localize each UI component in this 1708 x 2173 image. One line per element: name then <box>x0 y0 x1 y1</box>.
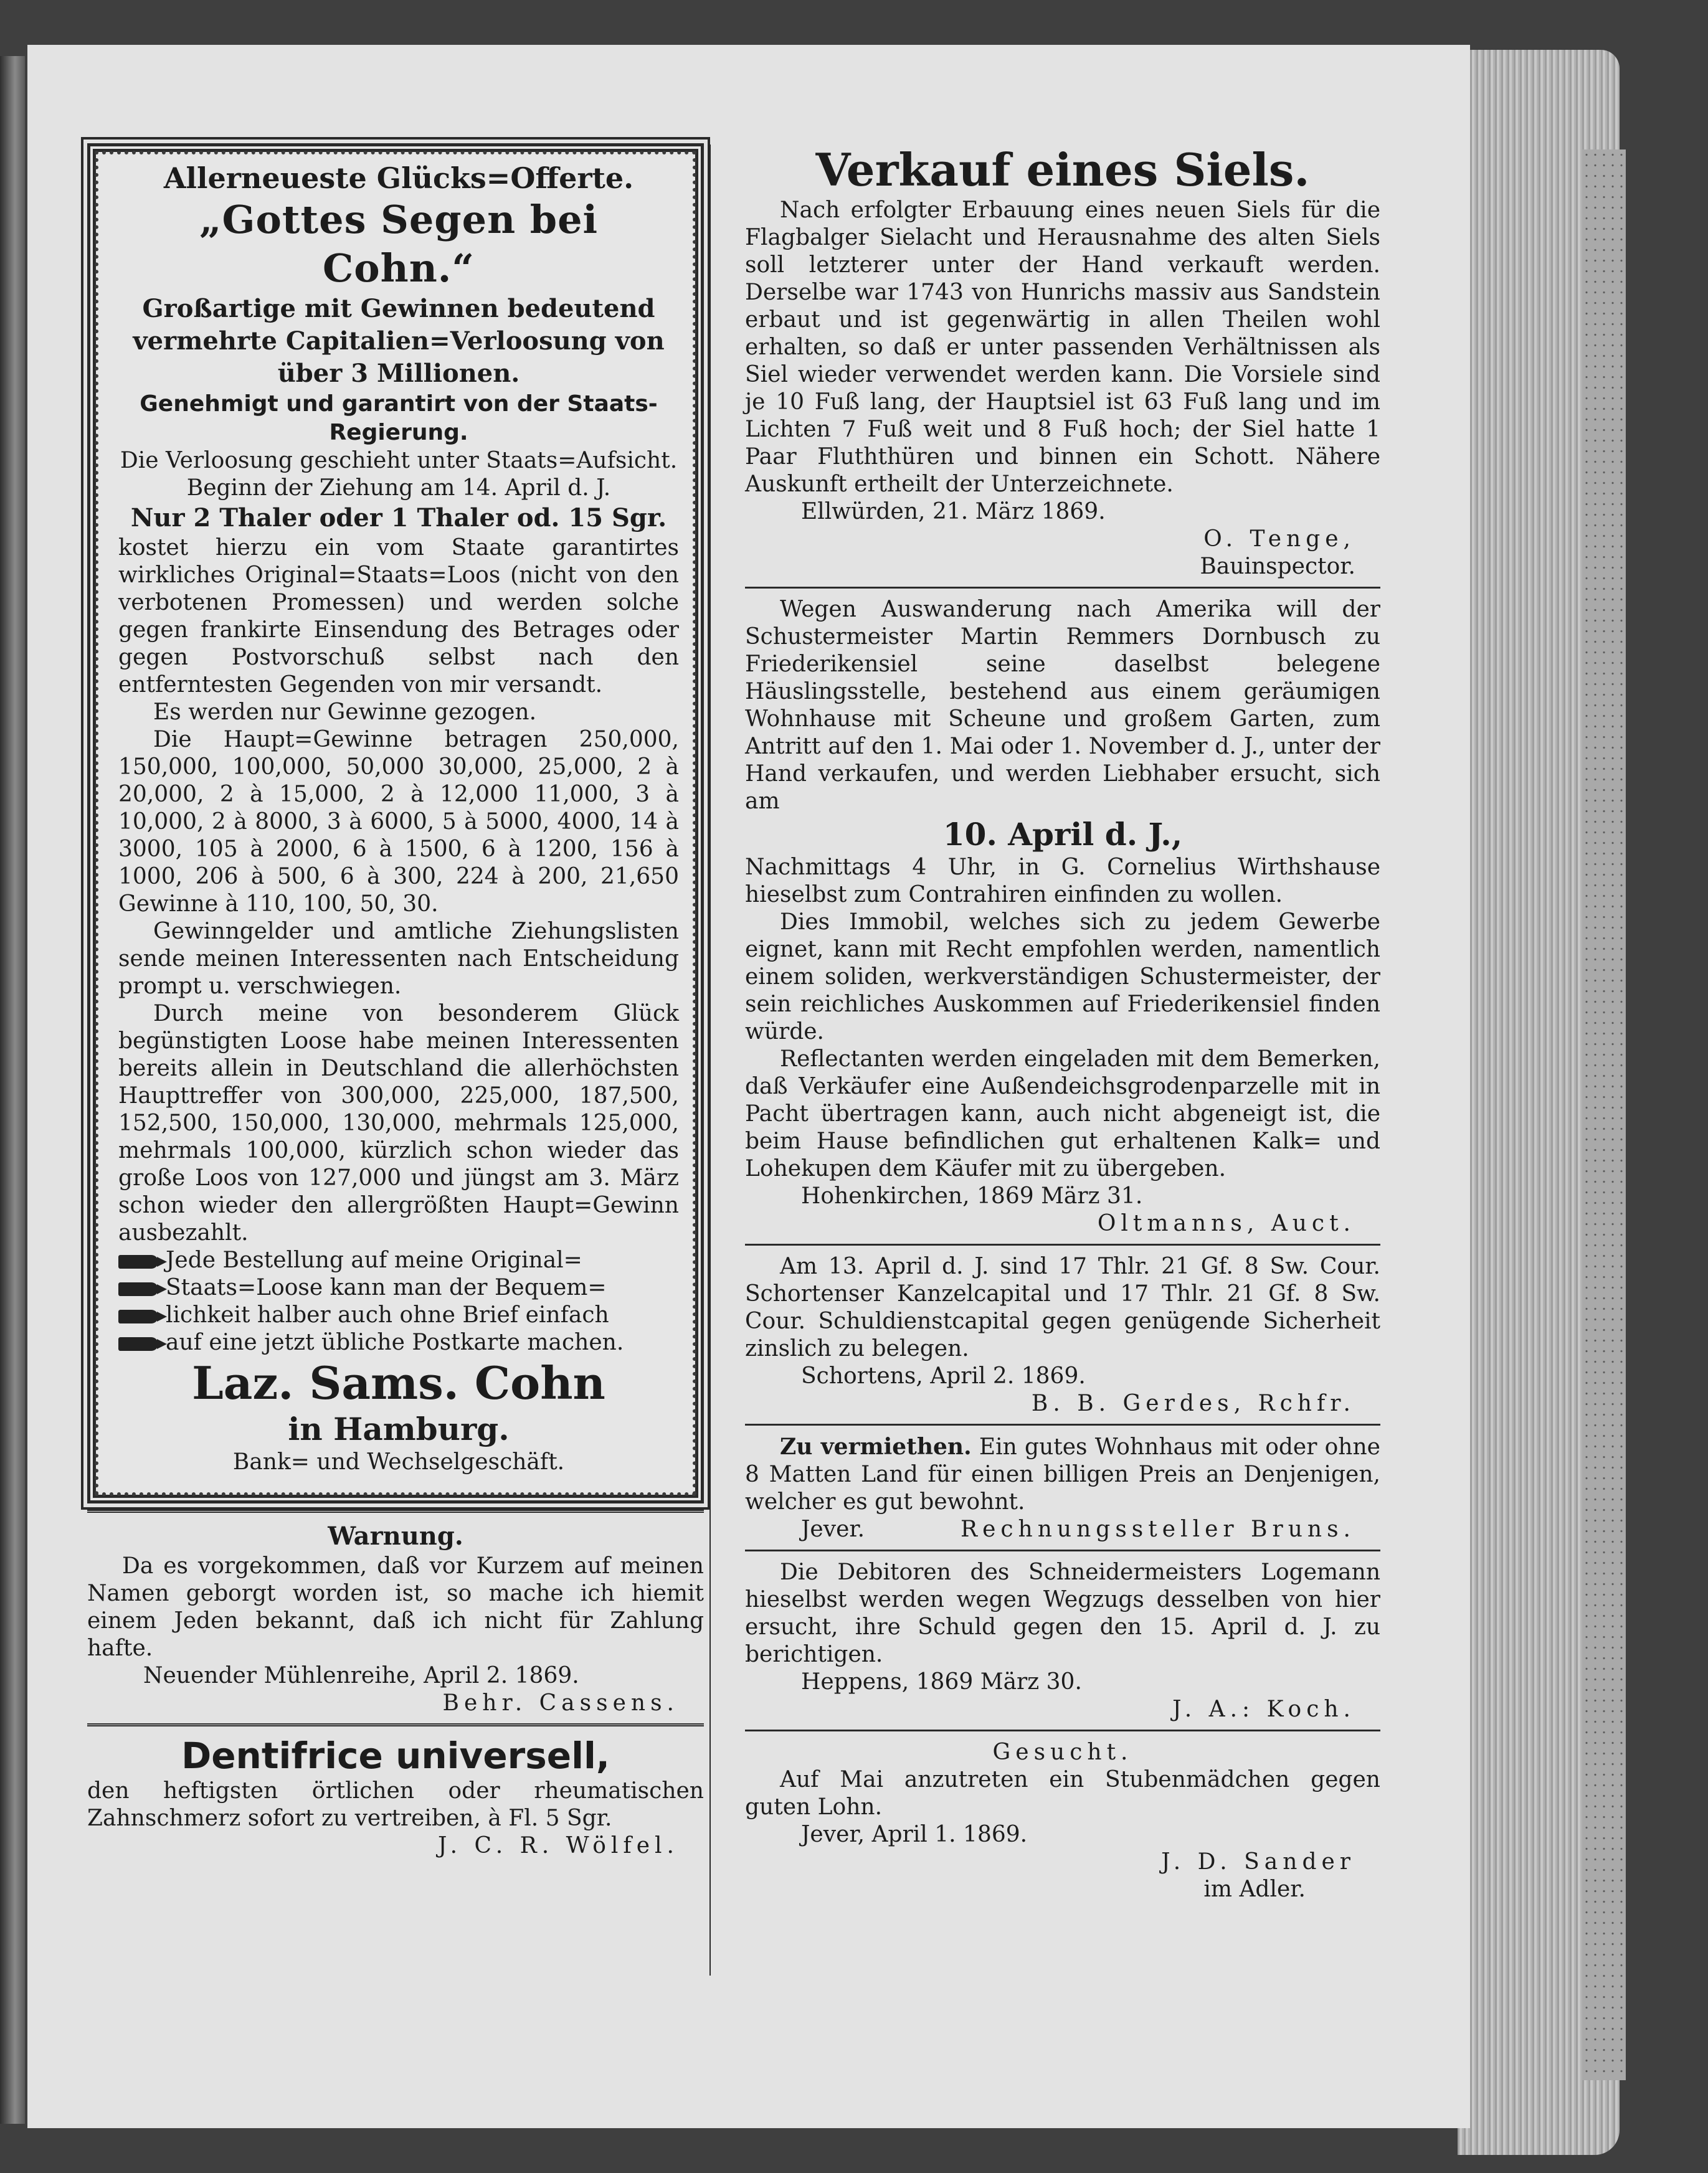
divider <box>745 587 1380 589</box>
ad-sender-type: Bank= und Wechselgeschäft. <box>232 1449 565 1475</box>
rental-place: Jever. <box>801 1517 865 1542</box>
pointing-hand-icon <box>118 1255 158 1269</box>
wanted-notice <box>745 1739 1380 1903</box>
siel-signature: O. Tenge, <box>1203 526 1355 552</box>
divider <box>745 1424 1380 1426</box>
order-line: Jede Bestellung auf meine Original= <box>118 1247 679 1274</box>
emigration-text-3: Dies Immobil, welches sich zu jedem Gewerbe eignet, kann mit Recht empfohlen werden, namentlich einem soliden, werkverständigen Schustermeister, der sein reichliches Auskommen auf Friederikensiel finden würde. <box>745 909 1380 1044</box>
ad-para-prizes: Die Haupt=Gewinne betragen 250,000, 150,000, 100,000, 50,000 30,000, 25,000, 2 à 20,000, 2 à 15,000, 2 à 12,000 11,000, 3 à 10,000, 2 à 8000, 3 à 6000, 5 à 5000, 4000, 14 à 3000, 105 à 2000, 6 à 1500, 6 à 1200, 156 à 1000, 206 à 500, 6 à 300, 224 à 200, 21,650 Gewinne à 110, 100, 50, 30. <box>118 727 679 917</box>
dentifrice-ad <box>87 1734 704 1860</box>
right-column <box>745 143 1380 1903</box>
ad-order-lines <box>118 1247 679 1356</box>
order-line: auf eine jetzt übliche Postkarte machen. <box>118 1329 679 1356</box>
warnung-title: Warnung. <box>328 1522 463 1551</box>
capital-place-date: Schortens, April 2. 1869. <box>801 1363 1086 1389</box>
siel-text: Nach erfolgter Erbauung eines neuen Siels für die Flagbalger Sielacht und Herausnahme des alten Siels soll letzterer unter der Hand verkauft werden. Derselbe war 1743 von Hunrichs massiv aus Sandstein erbaut und ist gegenwärtig in allen Theilen wohl erhalten, so daß er unter passenden Verhältnissen als Siel wieder verwendet werden kann. Die Vorsiele sind je 10 Fuß lang, der Hauptsiel ist 63 Fuß lang und im Lichten 7 Fuß weit und 8 Fuß hoch; der Siel hatte 1 Paar Fluththüren und binnen ein Schott. Nähere Auskunft ertheilt der Unterzeichnete. <box>745 197 1380 497</box>
rental-lead: Zu vermiethen. <box>780 1434 972 1460</box>
ad-para-past-wins: Durch meine von besonderem Glück begünstigten Loose habe meinen Interessenten bereits allein in Deutschland die allerhöchsten Haupttreffer von 300,000, 225,000, 187,500, 152,500, 150,000, 130,000, mehrmals 125,000, mehrmals 100,000, kürzlich schon wieder das große Loos von 127,000 und jüngst am 3. März schon wieder den allergrößten Haupt=Gewinn ausbezahlt. <box>118 1001 679 1246</box>
newspaper-page <box>27 45 1470 2128</box>
ad-sender-city: in Hamburg. <box>288 1411 510 1447</box>
divider <box>745 1244 1380 1246</box>
ad-sender: Laz. Sams. Cohn <box>192 1356 605 1409</box>
divider <box>87 1510 704 1513</box>
emigration-text-4: Reflectanten werden eingeladen mit dem Bemerken, daß Verkäufer eine Außendeichsgrodenparzelle mit in Pacht übertragen kann, auch nicht abgeneigt ist, die beim Hause befindlichen gut erhaltenen Kalk= und Lohekupen dem Käufer mit zu übergeben. <box>745 1046 1380 1181</box>
wanted-title: Gesucht. <box>992 1740 1133 1765</box>
siel-signature-title: Bauinspector. <box>1200 554 1355 579</box>
order-line: lichkeit halber auch ohne Brief einfach <box>118 1302 679 1329</box>
ad-subtitle: Großartige mit Gewinnen bedeutend vermehrte Capitalien=Verloosung von über 3 Millionen. <box>133 294 665 388</box>
debtors-place-date: Heppens, 1869 März 30. <box>801 1669 1082 1695</box>
emigration-place-date: Hohenkirchen, 1869 März 31. <box>801 1183 1143 1209</box>
siel-place-date: Ellwürden, 21. März 1869. <box>801 499 1106 524</box>
wanted-place-date: Jever, April 1. 1869. <box>801 1822 1028 1847</box>
warnung-text: Da es vorgekommen, daß vor Kurzem auf meinen Namen geborgt worden ist, so mache ich hiemit einem Jeden bekannt, daß ich nicht für Zahlung hafte. <box>87 1553 704 1661</box>
emigration-text-2: Nachmittags 4 Uhr, in G. Cornelius Wirthshause hieselbst zum Contrahiren einfinden zu wollen. <box>745 855 1380 907</box>
dentifrice-text: den heftigsten örtlichen oder rheumatischen Zahnschmerz sofort zu vertreiben, à Fl. 5 Sgr. <box>87 1778 704 1831</box>
ad-para-ticket: kostet hierzu ein vom Staate garantirtes wirkliches Original=Staats=Loos (nicht von den verbotenen Promessen) und werden solche gegen frankirte Einsendung des Betrages oder gegen Postvorschuß selbst nach den entferntesten Gegenden von mir versandt. <box>118 535 679 698</box>
warnung-signature: Behr. Cassens. <box>442 1690 679 1716</box>
dentifrice-title: Dentifrice universell, <box>181 1735 610 1777</box>
rental-signature: Rechnungssteller Bruns. <box>960 1517 1355 1542</box>
emigration-sale-notice <box>745 596 1380 1238</box>
pointing-hand-icon <box>118 1310 158 1323</box>
ad-para-payout: Gewinngelder und amtliche Ziehungslisten sende meinen Interessenten nach Entscheidung prompt u. verschwiegen. <box>118 919 679 999</box>
pointing-hand-icon <box>118 1337 158 1351</box>
wanted-signature-place: im Adler. <box>1203 1877 1306 1902</box>
wanted-signature: J. D. Sander <box>1161 1849 1355 1875</box>
siel-sale-notice <box>745 143 1380 580</box>
debtors-notice <box>745 1559 1380 1723</box>
rental-notice <box>745 1433 1380 1543</box>
debtors-text: Die Debitoren des Schneidermeisters Logemann hieselbst werden wegen Wegzugs desselben von hier ersucht, ihre Schuld gegen den 15. April d. J. zu berichtigen. <box>745 1560 1380 1667</box>
book-spine-edge <box>0 56 25 2124</box>
ad-title: „Gottes Segen bei Cohn.“ <box>199 197 599 291</box>
capital-notice <box>745 1253 1380 1418</box>
rental-text: Ein gutes Wohnhaus mit oder ohne 8 Matten Land für einen billigen Preis an Denjenigen, welcher es gut bewohnt. <box>745 1434 1380 1515</box>
page-stack-edge <box>1458 50 1620 2155</box>
warnung-notice <box>87 1520 704 1717</box>
wanted-text: Auf Mai anzutreten ein Stubenmädchen gegen guten Lohn. <box>745 1767 1380 1820</box>
order-line: Staats=Loose kann man der Bequem= <box>118 1274 679 1302</box>
debtors-signature: J. A.: Koch. <box>1172 1697 1355 1722</box>
divider <box>745 1730 1380 1731</box>
emigration-text: Wegen Auswanderung nach Amerika will der Schustermeister Martin Remmers Dornbusch zu Friederikensiel seine daselbst belegene Häuslingsstelle, bestehend aus einem geräumigen Wohnhause mit Scheune und großem Garten, zum Antritt auf den 1. Mai oder 1. November d. J., unter der Hand verkaufen, und werden Liebhaber ersucht, sich am <box>745 597 1380 814</box>
capital-signature: B. B. Gerdes, Rchfr. <box>1031 1391 1355 1416</box>
emigration-date: 10. April d. J., <box>942 816 1183 853</box>
capital-text: Am 13. April d. J. sind 17 Thlr. 21 Gf. 8 Sw. Cour. Schortenser Kanzelcapital und 17 Thlr. 21 Gf. 8 Sw. Cour. Schuldienstcapital gegen genügende Sicherheit zinslich zu belegen. <box>745 1254 1380 1361</box>
left-column <box>87 143 704 1860</box>
column-rule <box>709 144 711 1976</box>
ad-para-draw-start: Beginn der Ziehung am 14. April d. J. <box>186 475 611 501</box>
ad-price: Nur 2 Thaler oder 1 Thaler od. 15 Sgr. <box>130 503 667 533</box>
divider <box>87 1723 704 1726</box>
emigration-signature: Oltmanns, Auct. <box>1097 1211 1355 1236</box>
dentifrice-signature: J. C. R. Wölfel. <box>438 1833 679 1858</box>
cohn-lottery-ad <box>87 143 704 1503</box>
ad-para-only-wins: Es werden nur Gewinne gezogen. <box>153 699 537 725</box>
siel-title: Verkauf eines Siels. <box>815 143 1310 196</box>
pointing-hand-icon <box>118 1282 158 1296</box>
ad-para-supervision: Die Verloosung geschieht unter Staats=Aufsicht. <box>120 448 678 473</box>
ad-heading: Allerneueste Glücks=Offerte. <box>163 161 634 195</box>
warnung-place-date: Neuender Mühlenreihe, April 2. 1869. <box>143 1663 579 1688</box>
ad-approval: Genehmigt und garantirt von der Staats-Regierung. <box>140 391 658 445</box>
divider <box>745 1550 1380 1551</box>
